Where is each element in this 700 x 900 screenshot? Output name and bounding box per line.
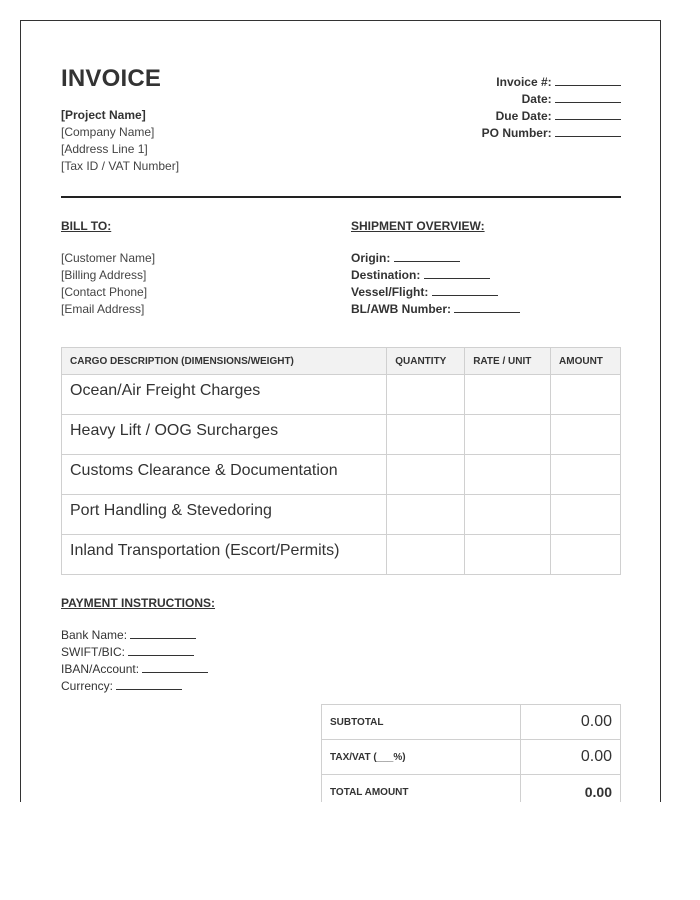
tax-id: [Tax ID / VAT Number] — [61, 159, 180, 173]
swift-bic-blank — [128, 644, 194, 656]
date-blank — [555, 91, 621, 103]
bank-name-label: Bank Name: — [61, 628, 128, 642]
company-info — [61, 107, 179, 175]
invoice-title: INVOICE — [61, 65, 162, 92]
table-row — [62, 455, 621, 495]
bank-name-blank — [130, 627, 196, 639]
row-quantity-cell[interactable] — [387, 375, 465, 415]
po-number-blank — [555, 125, 621, 137]
header-amount: AMOUNT — [551, 348, 621, 375]
origin-field — [351, 250, 621, 267]
date-label: Date: — [521, 92, 552, 106]
contact-phone: [Contact Phone] — [61, 285, 148, 299]
due-date-blank — [555, 108, 621, 120]
totals-table — [321, 704, 621, 802]
row-amount-cell[interactable] — [551, 535, 621, 575]
row-description[interactable]: Port Handling & Stevedoring — [62, 495, 387, 535]
row-description[interactable]: Customs Clearance & Documentation — [62, 455, 387, 495]
row-rate-cell[interactable] — [465, 375, 551, 415]
row-amount-cell[interactable] — [551, 415, 621, 455]
address-line: [Address Line 1] — [61, 142, 148, 156]
row-quantity-cell[interactable] — [387, 455, 465, 495]
table-header-row — [62, 348, 621, 375]
header-divider — [61, 196, 621, 198]
swift-bic-field — [61, 644, 361, 661]
payment-lines — [61, 627, 361, 695]
bank-name-field — [61, 627, 361, 644]
row-amount-cell[interactable] — [551, 495, 621, 535]
billing-address: [Billing Address] — [61, 268, 147, 282]
invoice-page — [20, 20, 661, 802]
table-row — [62, 415, 621, 455]
row-description[interactable]: Inland Transportation (Escort/Permits) — [62, 535, 387, 575]
row-rate-cell[interactable] — [465, 455, 551, 495]
bill-to-section — [61, 219, 321, 318]
shipment-lines — [351, 250, 621, 318]
invoice-number-blank — [555, 74, 621, 86]
customer-name: [Customer Name] — [61, 251, 156, 265]
currency-label: Currency: — [61, 679, 114, 693]
subtotal-value[interactable]: 0.00 — [521, 705, 621, 740]
row-rate-cell[interactable] — [465, 535, 551, 575]
tax-row — [322, 740, 621, 775]
project-name: [Project Name] — [61, 108, 146, 122]
email-address: [Email Address] — [61, 302, 145, 316]
row-quantity-cell[interactable] — [387, 415, 465, 455]
total-amount-value[interactable]: 0.00 — [521, 775, 621, 803]
vessel-flight-field — [351, 284, 621, 301]
subtotal-row — [322, 705, 621, 740]
bill-to-lines — [61, 250, 321, 318]
bill-to-title: BILL TO: — [61, 219, 112, 233]
table-row — [62, 375, 621, 415]
iban-account-blank — [142, 661, 208, 673]
invoice-number-field — [482, 74, 621, 91]
row-description[interactable]: Ocean/Air Freight Charges — [62, 375, 387, 415]
invoice-meta — [482, 74, 621, 142]
company-name: [Company Name] — [61, 125, 155, 139]
row-description[interactable]: Heavy Lift / OOG Surcharges — [62, 415, 387, 455]
cargo-items-table — [61, 347, 621, 575]
destination-field — [351, 267, 621, 284]
row-quantity-cell[interactable] — [387, 535, 465, 575]
header-quantity: QUANTITY — [387, 348, 465, 375]
iban-account-field — [61, 661, 361, 678]
row-amount-cell[interactable] — [551, 375, 621, 415]
row-rate-cell[interactable] — [465, 415, 551, 455]
row-amount-cell[interactable] — [551, 455, 621, 495]
bl-awb-label: BL/AWB Number: — [351, 302, 451, 316]
row-quantity-cell[interactable] — [387, 495, 465, 535]
destination-label: Destination: — [351, 268, 421, 282]
currency-field — [61, 678, 361, 695]
shipment-overview-title: SHIPMENT OVERVIEW: — [351, 219, 485, 233]
bl-awb-blank — [454, 301, 520, 313]
date-field — [482, 91, 621, 108]
origin-label: Origin: — [351, 251, 391, 265]
table-row — [62, 535, 621, 575]
vessel-flight-blank — [432, 284, 498, 296]
total-amount-label: TOTAL AMOUNT — [322, 775, 521, 803]
bl-awb-field — [351, 301, 621, 318]
iban-account-label: IBAN/Account: — [61, 662, 140, 676]
row-rate-cell[interactable] — [465, 495, 551, 535]
origin-blank — [394, 250, 460, 262]
total-row — [322, 775, 621, 803]
destination-blank — [424, 267, 490, 279]
po-number-label: PO Number: — [481, 126, 552, 140]
table-row — [62, 495, 621, 535]
tax-value[interactable]: 0.00 — [521, 740, 621, 775]
shipment-overview-section — [351, 219, 621, 318]
vessel-flight-label: Vessel/Flight: — [351, 285, 429, 299]
po-number-field — [482, 125, 621, 142]
subtotal-label: SUBTOTAL — [322, 705, 521, 740]
invoice-number-label: Invoice #: — [496, 75, 552, 89]
swift-bic-label: SWIFT/BIC: — [61, 645, 125, 659]
currency-blank — [116, 678, 182, 690]
due-date-label: Due Date: — [495, 109, 552, 123]
header-rate-unit: RATE / UNIT — [465, 348, 551, 375]
due-date-field — [482, 108, 621, 125]
payment-instructions-section — [61, 596, 361, 695]
tax-label: TAX/VAT (___%) — [322, 740, 521, 775]
payment-instructions-title: PAYMENT INSTRUCTIONS: — [61, 596, 216, 610]
header-cargo-description: CARGO DESCRIPTION (DIMENSIONS/WEIGHT) — [62, 348, 387, 375]
